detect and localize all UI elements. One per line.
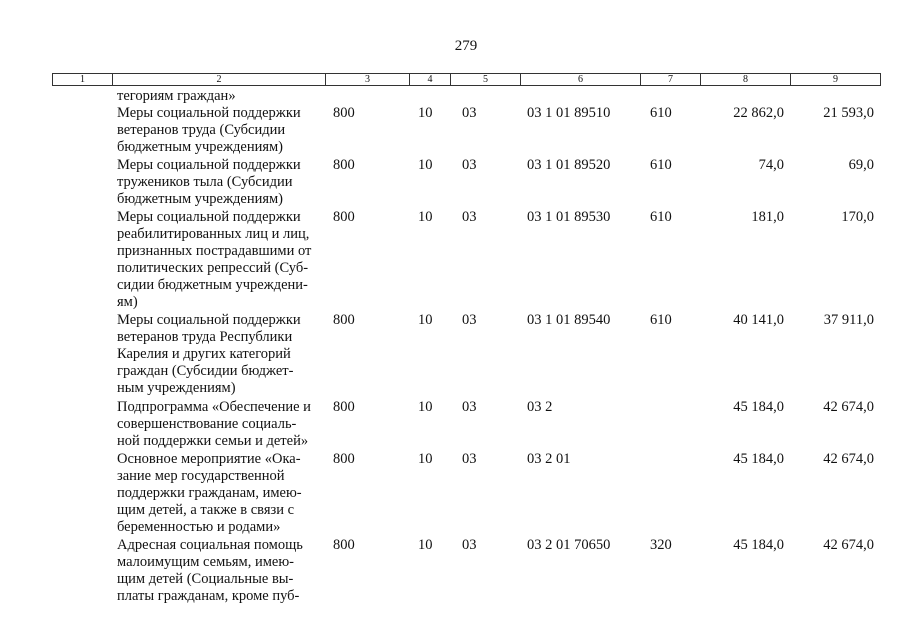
cell-col7	[640, 399, 700, 450]
table-row	[52, 399, 881, 451]
cell-col4: 10	[418, 450, 433, 467]
cell-col2: Меры социальной поддержки ветеранов труда (Субсидии бюджетным учреждениям)	[117, 104, 301, 155]
cell-col2: тегориям граждан»	[117, 87, 236, 104]
header-cell-4: 4	[410, 74, 451, 85]
table-header-row	[52, 73, 881, 86]
header-cell-1: 1	[53, 74, 113, 85]
cell-col9: 69,0	[848, 156, 874, 173]
header-cell-8: 8	[701, 74, 791, 85]
table-row	[52, 451, 881, 537]
cell-col6: 03 1 01 89510	[527, 104, 611, 121]
cell-col1	[52, 451, 112, 536]
cell-col1	[52, 537, 112, 605]
cell-col1	[52, 312, 112, 397]
cell-col5	[450, 88, 520, 105]
cell-col2: Основное мероприятие «Ока- зание мер государственной поддержки гражданам, имею- щим детей, а также в связи с беременностью и родами»	[117, 450, 302, 535]
cell-col4: 10	[418, 398, 433, 415]
cell-col1	[52, 399, 112, 450]
header-cell-2: 2	[113, 74, 326, 85]
cell-col8: 74,0	[758, 156, 784, 173]
cell-col2: Подпрограмма «Обеспечение и совершенствование социаль- ной поддержки семьи и детей»	[117, 398, 311, 449]
cell-col7: 610	[650, 156, 672, 173]
cell-col9: 42 674,0	[823, 398, 874, 415]
cell-col6: 03 1 01 89540	[527, 312, 611, 329]
cell-col7	[640, 451, 700, 536]
cell-col4: 10	[418, 537, 433, 554]
cell-col4: 10	[418, 209, 433, 226]
cell-col3: 800	[333, 450, 355, 467]
cell-col5: 03	[462, 209, 477, 226]
table-row	[52, 105, 881, 157]
cell-col9: 42 674,0	[823, 537, 874, 554]
table-row	[52, 157, 881, 209]
cell-col5: 03	[462, 312, 477, 329]
cell-col4: 10	[418, 104, 433, 121]
cell-col9: 21 593,0	[823, 104, 874, 121]
cell-col1	[52, 209, 112, 311]
table-row	[52, 88, 881, 105]
cell-col3: 800	[333, 104, 355, 121]
cell-col7	[640, 88, 700, 105]
cell-col7: 320	[650, 537, 672, 554]
table-body	[52, 86, 881, 607]
header-cell-7: 7	[641, 74, 701, 85]
cell-col7: 610	[650, 104, 672, 121]
cell-col8	[700, 88, 790, 105]
cell-col6: 03 1 01 89520	[527, 156, 611, 173]
cell-col8: 45 184,0	[733, 450, 784, 467]
cell-col8: 22 862,0	[733, 104, 784, 121]
cell-col9: 170,0	[841, 209, 874, 226]
cell-col6: 03 1 01 89530	[527, 209, 611, 226]
cell-col8: 40 141,0	[733, 312, 784, 329]
table-row	[52, 312, 881, 398]
cell-col1	[52, 157, 112, 208]
cell-col5: 03	[462, 398, 477, 415]
cell-col5: 03	[462, 537, 477, 554]
cell-col2: Меры социальной поддержки тружеников тыла (Субсидии бюджетным учреждениям)	[117, 156, 301, 207]
table-row	[52, 537, 881, 606]
header-cell-6: 6	[521, 74, 641, 85]
cell-col3: 800	[333, 156, 355, 173]
cell-col8: 45 184,0	[733, 398, 784, 415]
cell-col4: 10	[418, 156, 433, 173]
cell-col3: 800	[333, 209, 355, 226]
cell-col9: 42 674,0	[823, 450, 874, 467]
cell-col3: 800	[333, 537, 355, 554]
header-cell-9: 9	[791, 74, 881, 85]
cell-col5: 03	[462, 450, 477, 467]
cell-col6: 03 2	[527, 398, 553, 415]
cell-col4: 10	[418, 312, 433, 329]
cell-col7: 610	[650, 312, 672, 329]
cell-col3: 800	[333, 398, 355, 415]
page-number: 279	[454, 38, 478, 54]
cell-col2: Меры социальной поддержки реабилитированных лиц и лиц, признанных пострадавшими от политических репрессий (Суб- сидии бюджетным учреждени- ям)	[117, 209, 312, 311]
cell-col6: 03 2 01	[527, 450, 571, 467]
cell-col9: 37 911,0	[823, 312, 874, 329]
cell-col6	[520, 88, 640, 105]
cell-col8: 181,0	[751, 209, 784, 226]
cell-col3: 800	[333, 312, 355, 329]
cell-col4	[409, 88, 450, 105]
cell-col2: Адресная социальная помощь малоимущим семьям, имею- щим детей (Социальные вы- платы гражданам, кроме пуб-	[117, 537, 303, 605]
table-row	[52, 209, 881, 312]
cell-col1	[52, 88, 112, 105]
cell-col5: 03	[462, 104, 477, 121]
cell-col9	[790, 88, 880, 105]
cell-col8: 45 184,0	[733, 537, 784, 554]
cell-col6: 03 2 01 70650	[527, 537, 611, 554]
cell-col2: Меры социальной поддержки ветеранов труда Республики Карелия и других категорий граждан (Субсидии бюджет- ным учреждениям)	[117, 312, 301, 397]
cell-col3	[325, 88, 409, 105]
cell-col5: 03	[462, 156, 477, 173]
header-cell-3: 3	[326, 74, 410, 85]
cell-col7: 610	[650, 209, 672, 226]
cell-col1	[52, 105, 112, 156]
header-cell-5: 5	[451, 74, 521, 85]
